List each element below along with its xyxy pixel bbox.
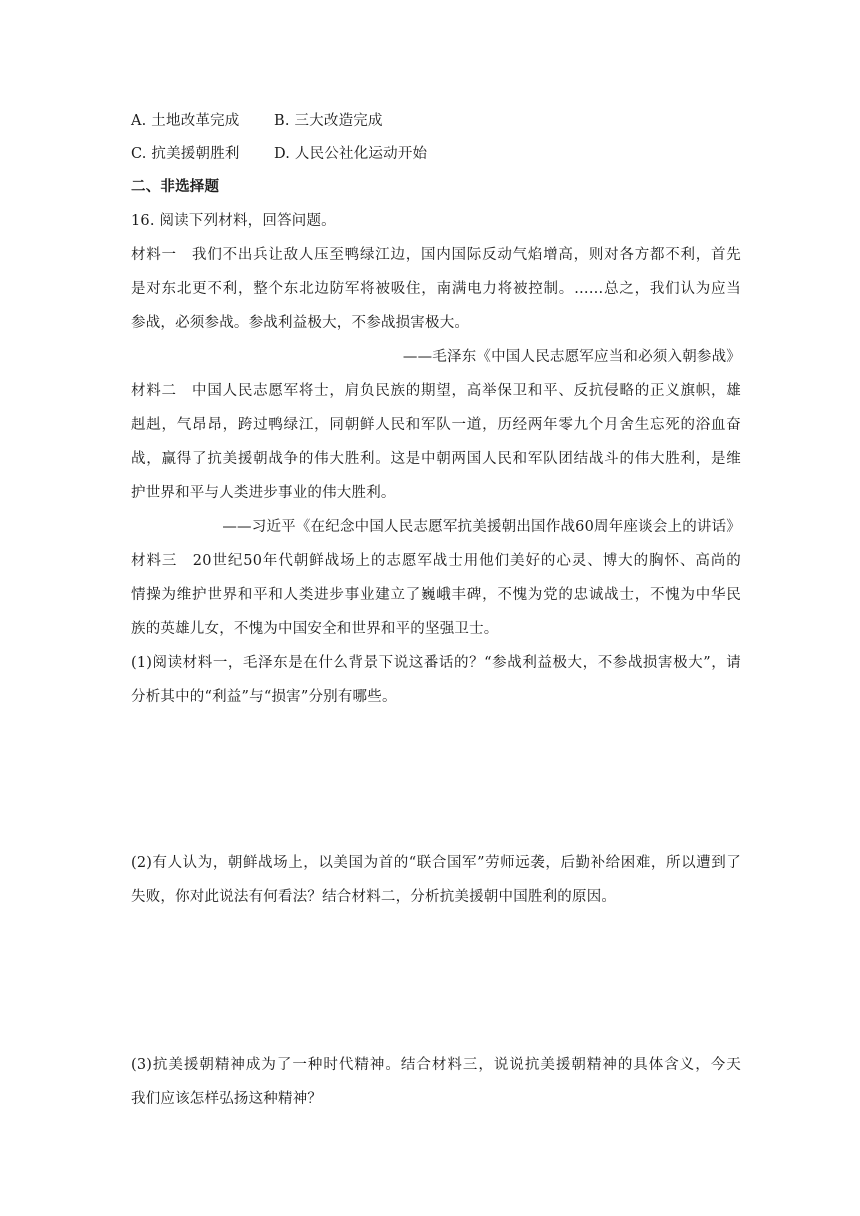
section-title: 二、非选择题 xyxy=(131,178,220,195)
material1-line: 材料一 我们不出兵让敌人压至鸭绿江边，国内国际反动气焰增高，则对各方都不利，首先 xyxy=(131,247,741,263)
option-c: C. 抗美援朝胜利 xyxy=(131,146,240,162)
material1-line: 参战，必须参战。参战利益极大，不参战损害极大。 xyxy=(131,315,470,331)
material2-line: 赳赳，气昂昂，跨过鸭绿江，同朝鲜人民和军队一道，历经两年零九个月舍生忘死的浴血奋 xyxy=(131,417,741,433)
subquestion-1-line: 分析其中的“利益”与“损害”分别有哪些。 xyxy=(131,689,397,705)
material2-line: 材料二 中国人民志愿军将士，肩负民族的期望，高举保卫和平、反抗侵略的正义旗帜，雄 xyxy=(131,383,741,399)
material3-line: 族的英雄儿女，不愧为中国安全和世界和平的坚强卫士。 xyxy=(131,621,499,637)
material2-line: 护世界和平与人类进步事业的伟大胜利。 xyxy=(131,485,396,501)
option-d: D. 人民公社化运动开始 xyxy=(274,146,428,162)
material2-line: 战，赢得了抗美援朝战争的伟大胜利。这是中朝两国人民和军队团结战斗的伟大胜利，是维 xyxy=(131,451,741,467)
material1-line: 是对东北更不利，整个东北边防军将被吸住，南满电力将被控制。……总之，我们认为应当 xyxy=(131,281,741,297)
subquestion-3-line: 我们应该怎样弘扬这种精神？ xyxy=(131,1091,323,1107)
options-row-2 xyxy=(131,144,741,164)
material3-line: 材料三 20世纪50年代朝鲜战场上的志愿军战士用他们美好的心灵、博大的胸怀、高尚的 xyxy=(131,553,741,569)
subquestion-3-line: (3)抗美援朝精神成为了一种时代精神。结合材料三，说说抗美援朝精神的具体含义，今天 xyxy=(131,1057,741,1073)
option-a: A. 土地改革完成 xyxy=(131,113,240,129)
subquestion-2-line: 失败，你对此说法有何看法？结合材料二，分析抗美援朝中国胜利的原因。 xyxy=(131,889,617,905)
question-stem: 16. 阅读下列材料，回答问题。 xyxy=(131,213,336,229)
subquestion-1-line: (1)阅读材料一，毛泽东是在什么背景下说这番话的？“参战利益极大，不参战损害极大”，请 xyxy=(131,655,741,671)
option-b: B. 三大改造完成 xyxy=(274,113,383,129)
subquestion-2-line: (2)有人认为，朝鲜战场上，以美国为首的“联合国军”劳师远袭，后勤补给困难，所以遭到了 xyxy=(131,855,741,871)
options-row-1 xyxy=(131,111,741,131)
material2-source: ——习近平《在纪念中国人民志愿军抗美援朝出国作战60周年座谈会上的讲话》 xyxy=(222,519,741,535)
material3-line: 情操为维护世界和平和人类进步事业建立了巍峨丰碑，不愧为党的忠诚战士，不愧为中华民 xyxy=(131,587,741,603)
material1-source: ——毛泽东《中国人民志愿军应当和必须入朝参战》 xyxy=(402,349,741,365)
